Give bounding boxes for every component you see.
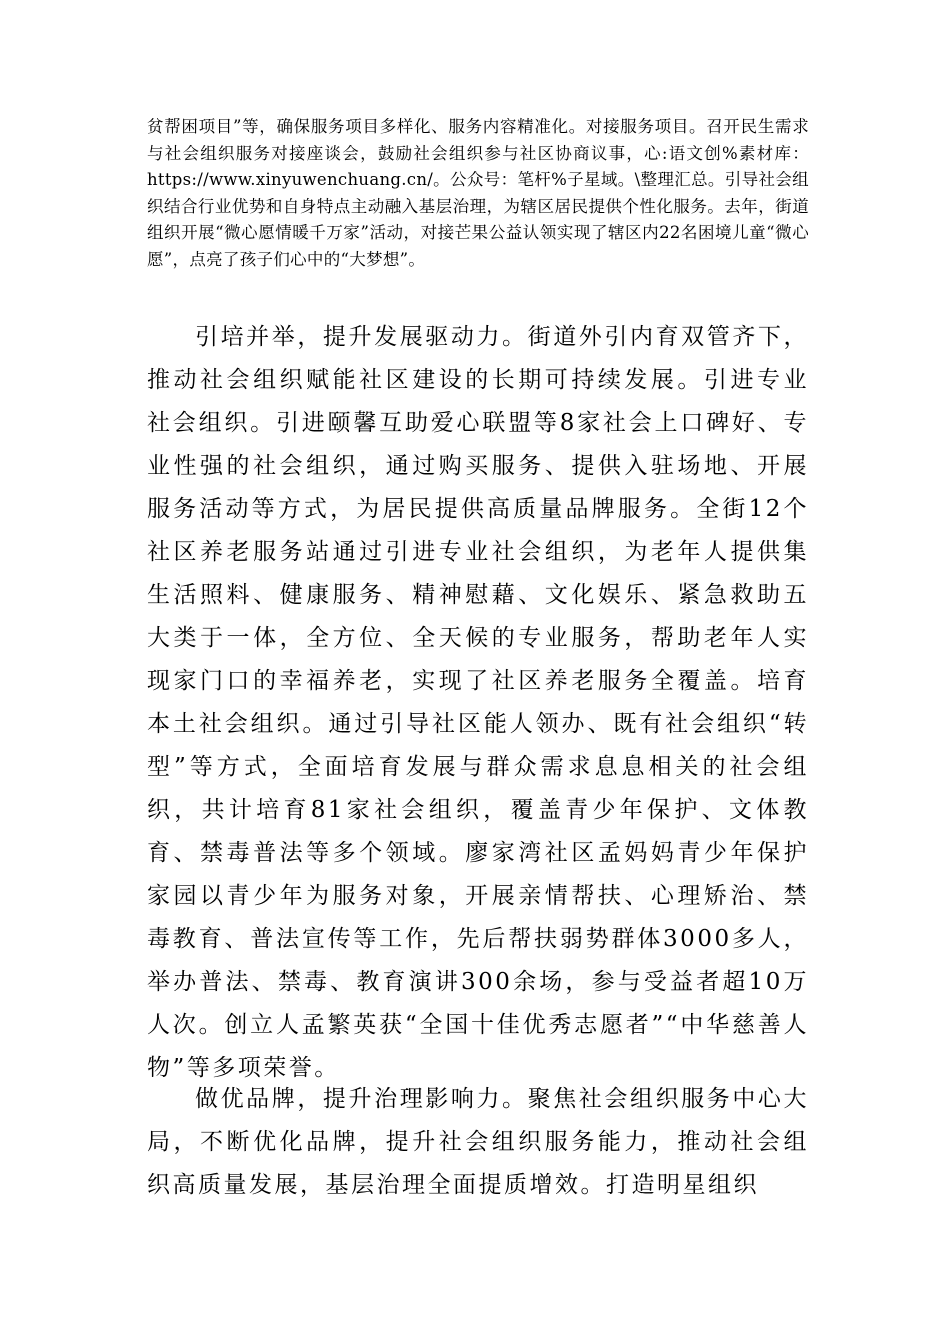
- paragraph-recruit-and-cultivate: 引培并举，提升发展驱动力。街道外引内育双管齐下，推动社会组织赋能社区建设的长期可持续发展。引进专业社会组织。引进颐馨互助爱心联盟等8家社会上口碑好、专业性强的社会组织，通过购买服务、提供入驻场地、开展服务活动等方式，为居民提供高质量品牌服务。全街12个社区养老服务站通过引进专业社会组织，为老年人提供集生活照料、健康服务、精神慰藉、文化娱乐、紧急救助五大类于一体，全方位、全天候的专业服务，帮助老年人实现家门口的幸福养老，实现了社区养老服务全覆盖。培育本土社会组织。通过引导社区能人领办、既有社会组织“转型”等方式，全面培育发展与群众需求息息相关的社会组织，共计培育81家社会组织，覆盖青少年保护、文体教育、禁毒普法等多个领域。廖家湾社区孟妈妈青少年保护家园以青少年为服务对象，开展亲情帮扶、心理矫治、禁毒教育、普法宣传等工作，先后帮扶弱势群体3000多人，举办普法、禁毒、教育演讲300余场，参与受益者超10万人次。创立人孟繁英获“全国十佳优秀志愿者”“中华慈善人物”等多项荣誉。: [147, 324, 809, 1081]
- paragraph-continued: 贫帮困项目”等，确保服务项目多样化、服务内容精准化。对接服务项目。召开民生需求与社会组织服务对接座谈会，鼓励社会组织参与社区协商议事，心:语文创%素材库：https://www.xinyuwenchuang.cn/。公众号：笔杆%子星域。\整理汇总。引导社会组织结合行业优势和自身特点主动融入基层治理，为辖区居民提供个性化服务。去年，街道组织开展“微心愿情暖千万家”活动，对接芒果公益认领实现了辖区内22名困境儿童“微心愿”，点亮了孩子们心中的“大梦想”。: [147, 117, 809, 269]
- paragraph-brand-building: 做优品牌，提升治理影响力。聚焦社会组织服务中心大局，不断优化品牌，提升社会组织服务能力，推动社会组织高质量发展，基层治理全面提质增效。打造明星组织: [147, 1086, 809, 1198]
